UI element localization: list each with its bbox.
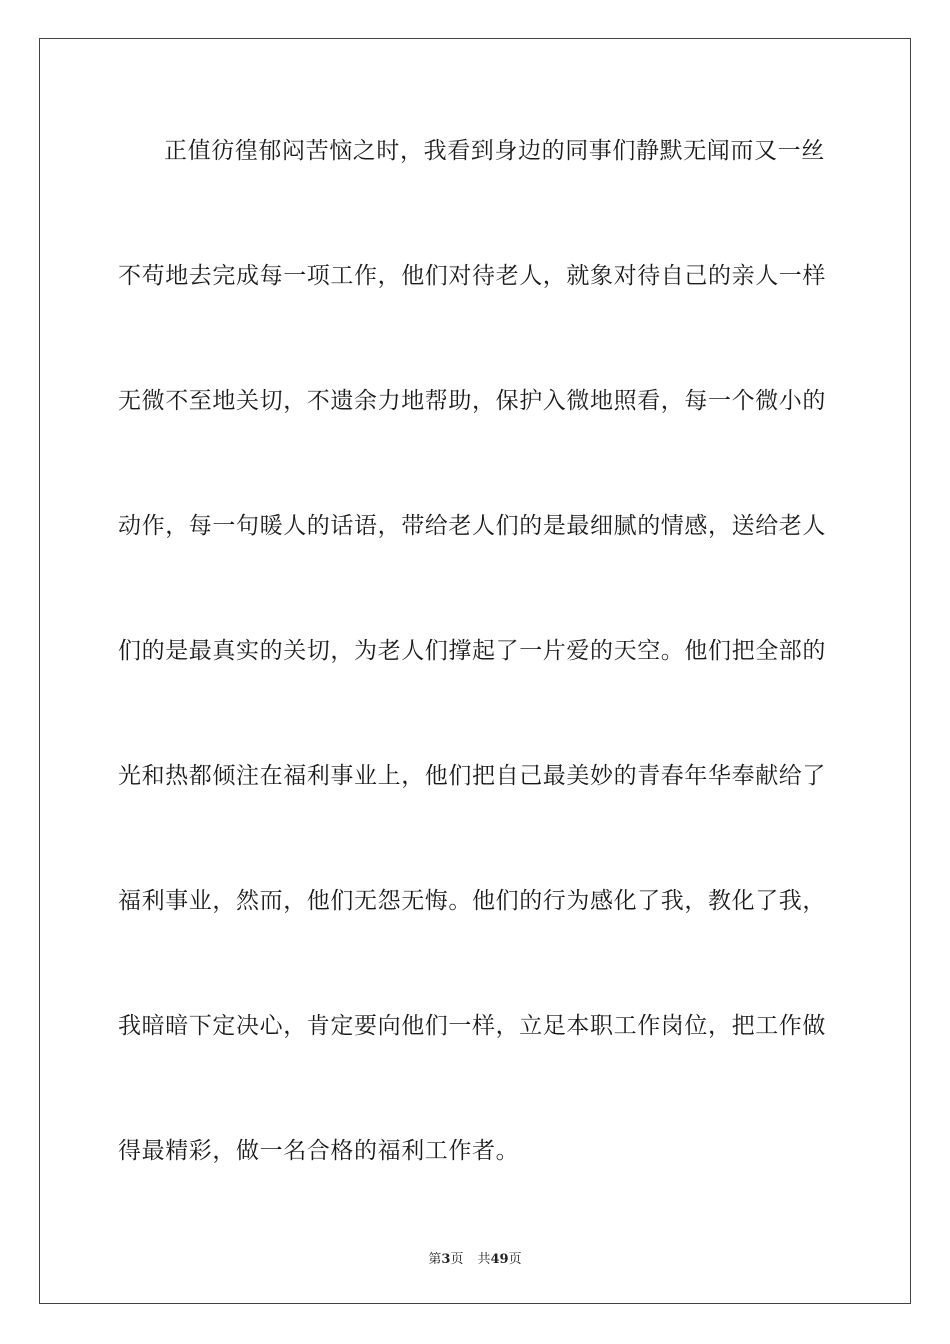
paragraph-line: 得最精彩，做一名合格的福利工作者。	[118, 1138, 520, 1164]
paragraph-line: 们的是最真实的关切，为老人们撑起了一片爱的天空。他们把全部的	[118, 638, 826, 664]
page-number: 3	[441, 1252, 451, 1267]
page-footer	[0, 1248, 950, 1267]
total-suffix: 页	[508, 1252, 522, 1267]
page-suffix: 页	[450, 1252, 464, 1267]
total-prefix: 共	[477, 1252, 491, 1267]
paragraph-line: 无微不至地关切，不遗余力地帮助，保护入微地照看，每一个微小的	[118, 388, 826, 414]
paragraph-line: 我暗暗下定决心，肯定要向他们一样，立足本职工作岗位，把工作做	[118, 1013, 826, 1039]
paragraph-line: 光和热都倾注在福利事业上，他们把自己最美妙的青春年华奉献给了	[118, 763, 826, 789]
paragraph-line: 福利事业，然而，他们无怨无悔。他们的行为感化了我，教化了我，	[118, 888, 826, 914]
paragraph-line: 正值彷徨郁闷苦恼之时，我看到身边的同事们静默无闻而又一丝	[164, 138, 825, 164]
total-pages: 49	[490, 1252, 509, 1267]
page-border	[39, 38, 911, 1304]
paragraph-line: 不苟地去完成每一项工作，他们对待老人，就象对待自己的亲人一样	[118, 263, 826, 289]
paragraph-line: 动作，每一句暖人的话语，带给老人们的是最细腻的情感，送给老人	[118, 513, 826, 539]
page-prefix: 第	[428, 1252, 442, 1267]
